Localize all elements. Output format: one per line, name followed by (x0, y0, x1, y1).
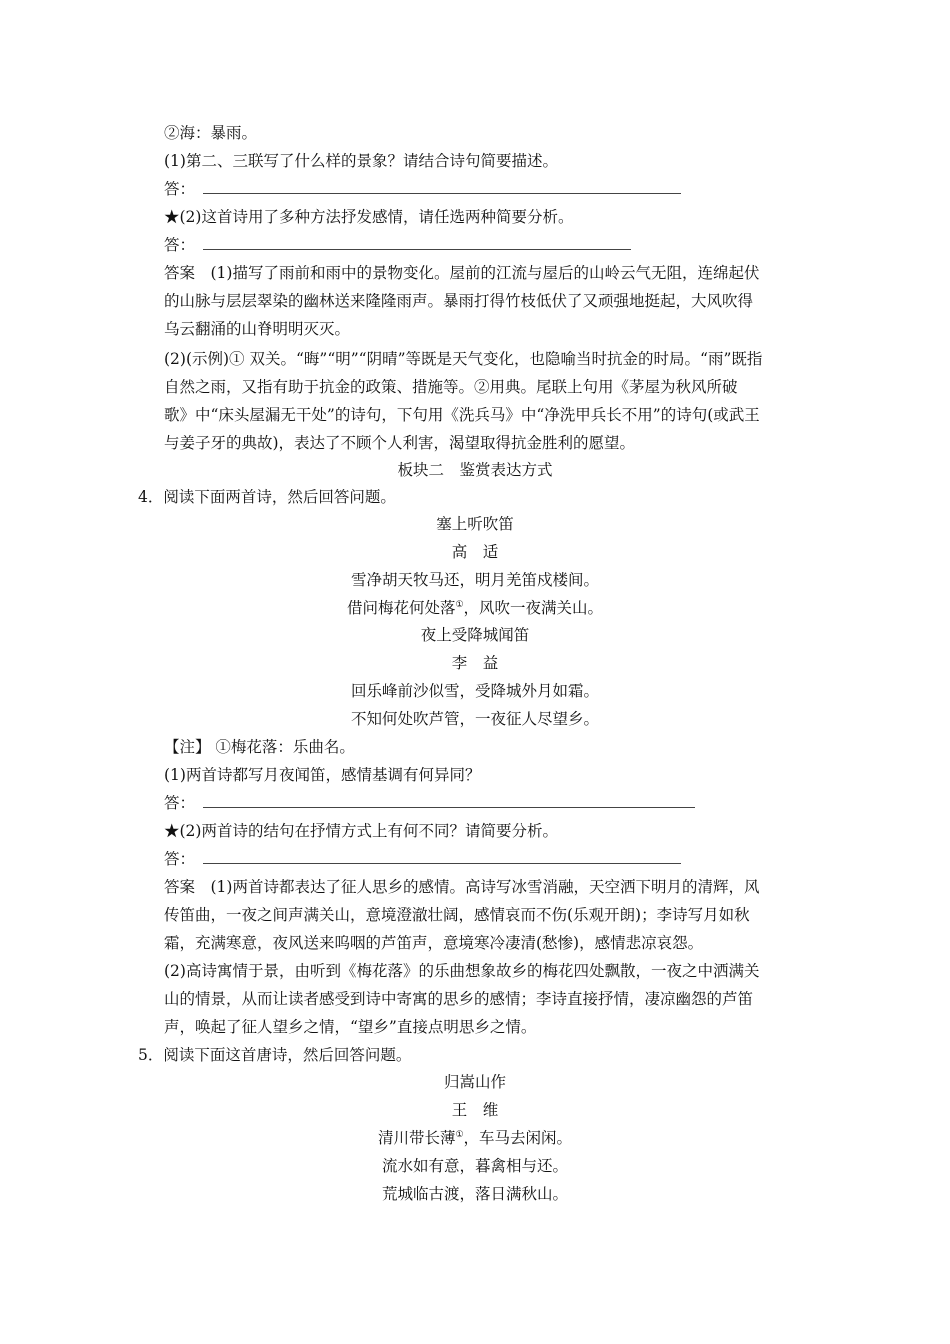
answer-blank[interactable] (203, 794, 695, 808)
answer-text-line: 乌云翻涌的山脊明明灭灭。 (164, 320, 351, 338)
answer-text-line: (2)(示例)① 双关。“晦”“明”“阴晴”等既是天气变化，也隐喻当时抗金的时局。“雨”既指 (164, 350, 763, 368)
question-5-prompt: 5．阅读下面这首唐诗，然后回答问题。 (138, 1046, 412, 1064)
poem-1-line-2-part-a: 借问梅花何处落 (346, 599, 456, 617)
answer-text-line: 答案 (1)两首诗都表达了征人思乡的感情。高诗写冰雪消融，天空洒下明月的清辉，风 (164, 878, 760, 896)
answer-text-line: 与姜子牙的典故)，表达了不顾个人利害，渴望取得抗金胜利的愿望。 (164, 434, 636, 452)
poem-2-line-2: 不知何处吹芦管，一夜征人尽望乡。 (350, 710, 599, 728)
answer-label: 答： (164, 794, 196, 812)
poem-2-line-1: 回乐峰前沙似雪，受降城外月如霜。 (350, 682, 599, 700)
answer-text-line: (2)高诗寓情于景，由听到《梅花落》的乐曲想象故乡的梅花四处飘散，一夜之中洒满关 (164, 962, 760, 980)
footnote-marker: ① (455, 1130, 464, 1140)
answer-text-line: 答案 (1)描写了雨前和雨中的景物变化。屋前的江流与屋后的山岭云气无阻，连绵起伏 (164, 264, 760, 282)
poem-note: 【注】 ①梅花落：乐曲名。 (164, 738, 355, 756)
answer-line-4-2 (164, 849, 681, 869)
poem-3-title: 归嵩山作 (443, 1073, 506, 1091)
poem-3-line-2: 流水如有意，暮禽相与还。 (381, 1157, 568, 1175)
answer-label: 答： (164, 850, 196, 868)
answer-label: 答： (164, 180, 196, 198)
answer-text-line: 山的情景，从而让读者感受到诗中寄寓的思乡的感情；李诗直接抒情，凄凉幽怨的芦笛 (164, 990, 754, 1008)
answer-text-line: 声，唤起了征人望乡之情，“望乡”直接点明思乡之情。 (164, 1018, 537, 1036)
poem-2-title: 夜上受降城闻笛 (420, 626, 530, 644)
answer-text-line: 霜，充满寒意，夜风送来呜咽的芦笛声，意境寒冷凄清(愁惨)，感情悲凉哀怨。 (164, 934, 704, 952)
poem-3-line-1 (0, 1128, 950, 1148)
answer-blank[interactable] (203, 236, 631, 250)
question-4-1: (1)两首诗都写月夜闻笛，感情基调有何异同？ (164, 766, 481, 784)
answer-text-line: 传笛曲，一夜之间声满关山，意境澄澈壮阔，感情哀而不伤(乐观开朗)；李诗写月如秋 (164, 906, 750, 924)
note-2: ②海：暴雨。 (164, 124, 258, 142)
poem-1-line-1: 雪净胡天牧马还，明月羌笛戍楼间。 (350, 571, 599, 589)
question-4-2: ★(2)两首诗的结句在抒情方式上有何不同？请简要分析。 (164, 822, 558, 840)
poem-1-author: 高 适 (451, 543, 499, 561)
section-heading: 板块二 鉴赏表达方式 (397, 461, 553, 479)
poem-3-line-3: 荒城临古渡，落日满秋山。 (381, 1185, 568, 1203)
answer-text-line: 自然之雨，又指有助于抗金的政策、措施等。②用典。尾联上句用《茅屋为秋风所破 (164, 378, 738, 396)
poem-3-line-1-part-b: ，车马去闲闲。 (463, 1129, 573, 1147)
answer-text-line: 歌》中“床头屋漏无干处”的诗句，下句用《洗兵马》中“净洗甲兵长不用”的诗句(或武王 (164, 406, 760, 424)
answer-blank[interactable] (203, 850, 681, 864)
poem-1-line-2 (0, 598, 950, 618)
poem-3-line-1-part-a: 清川带长薄 (377, 1129, 456, 1147)
answer-blank[interactable] (203, 180, 681, 194)
answer-line-3-1 (164, 179, 681, 199)
answer-text-line: 的山脉与层层翠染的幽林送来隆隆雨声。暴雨打得竹枝低伏了又顽强地挺起，大风吹得 (164, 292, 754, 310)
poem-2-author: 李 益 (451, 654, 499, 672)
question-3-1: (1)第二、三联写了什么样的景象？请结合诗句简要描述。 (164, 152, 558, 170)
poem-1-title: 塞上听吹笛 (436, 515, 514, 533)
question-4-prompt: 4．阅读下面两首诗，然后回答问题。 (138, 488, 396, 506)
answer-label: 答： (164, 236, 196, 254)
question-3-2: ★(2)这首诗用了多种方法抒发感情，请任选两种简要分析。 (164, 208, 574, 226)
poem-3-author: 王 维 (451, 1101, 499, 1119)
footnote-marker: ① (455, 600, 464, 610)
answer-line-3-2 (164, 235, 631, 255)
poem-1-line-2-part-b: ，风吹一夜满关山。 (463, 599, 604, 617)
answer-line-4-1 (164, 793, 695, 813)
